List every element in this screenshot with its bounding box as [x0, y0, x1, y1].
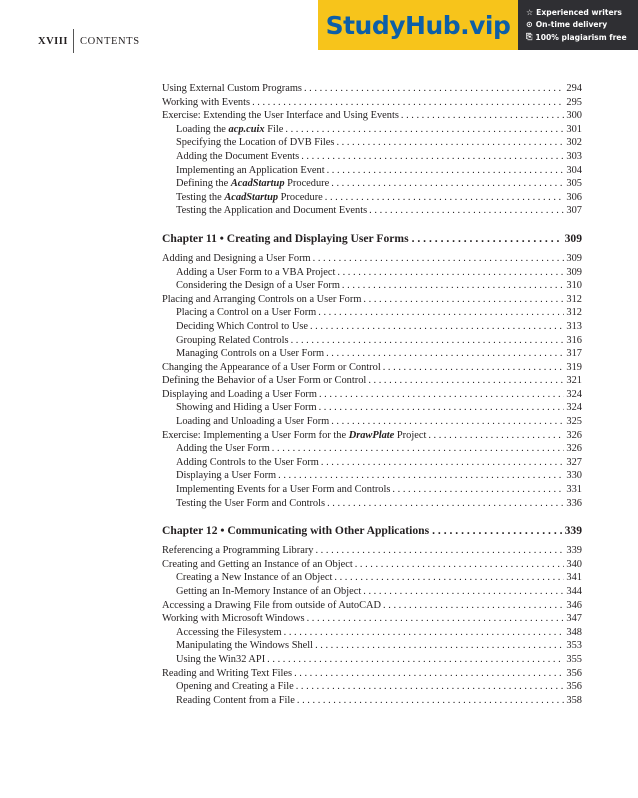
toc-entry-title: Implementing an Application Event [176, 164, 325, 176]
toc-entry-title: Using the Win32 API [176, 653, 266, 665]
toc-entry[interactable] [162, 320, 582, 334]
toc-entry-page: 348 [566, 626, 582, 638]
leader-dots [327, 497, 564, 511]
toc-entry-page: 341 [566, 572, 582, 584]
leader-dots [291, 334, 565, 348]
toc-group [162, 252, 582, 510]
toc-entry-page: 310 [566, 280, 582, 292]
toc-group [162, 544, 582, 707]
toc-entry-page: 306 [566, 191, 582, 203]
toc-entry[interactable] [162, 374, 582, 388]
toc-entry[interactable] [162, 96, 582, 110]
chapter-title: Chapter 11 • Creating and Displaying User Forms [162, 231, 409, 245]
toc-entry[interactable] [162, 456, 582, 470]
toc-entry-page: 312 [566, 293, 582, 305]
toc-entry-title: Opening and Creating a File [176, 681, 294, 693]
toc-entry[interactable] [162, 571, 582, 585]
toc-entry[interactable] [162, 136, 582, 150]
toc-entry-title: Displaying and Loading a User Form [162, 388, 317, 400]
toc-entry-title: Showing and Hiding a User Form [176, 402, 317, 414]
clock-icon: ⊙ [526, 20, 533, 29]
toc-entry[interactable] [162, 293, 582, 307]
leader-dots [310, 320, 564, 334]
toc-entry-page: 295 [566, 96, 582, 108]
leader-dots [307, 612, 565, 626]
leader-dots [368, 374, 564, 388]
toc-entry[interactable] [162, 388, 582, 402]
toc-entry[interactable] [162, 361, 582, 375]
toc-entry-page: 309 [566, 252, 582, 264]
leader-dots [285, 123, 564, 137]
leader-dots [326, 347, 564, 361]
toc-entry-page: 326 [566, 443, 582, 455]
toc-entry-title: Adding and Designing a User Form [162, 252, 311, 264]
toc-entry-page: 326 [566, 429, 582, 441]
toc-entry-title: Implementing Events for a User Form and Controls [176, 484, 391, 496]
toc-entry[interactable] [162, 164, 582, 178]
toc-entry-page: 316 [566, 334, 582, 346]
page-number: XVIII [38, 36, 68, 47]
toc-entry-title: Manipulating the Windows Shell [176, 640, 314, 652]
toc-entry-page: 358 [566, 694, 582, 706]
perk-item [526, 20, 638, 29]
toc-entry-page: 339 [566, 545, 582, 557]
toc-entry[interactable] [162, 415, 582, 429]
toc-entry-page: 340 [566, 558, 582, 570]
toc-entry-title: Working with Events [162, 96, 251, 108]
toc-entry[interactable] [162, 639, 582, 653]
toc-entry-title: Testing the Application and Document Events [176, 205, 368, 217]
toc-entry-title: Displaying a User Form [176, 470, 277, 482]
toc-entry-page: 317 [566, 348, 582, 360]
toc-entry-page: 344 [566, 586, 582, 597]
leader-dots [297, 694, 565, 708]
toc-entry-title: Creating a New Instance of an Object [176, 572, 333, 584]
toc-entry-title: Exercise: Extending the User Interface and Using Events [162, 110, 399, 122]
toc-entry-title: Loading and Unloading a User Form [176, 416, 330, 428]
toc-entry-page: 312 [566, 307, 582, 319]
leader-dots [278, 469, 564, 483]
leader-dots [252, 96, 564, 110]
toc-entry[interactable] [162, 123, 582, 137]
toc-entry-page: 327 [566, 456, 582, 468]
doc-icon: ⎘ [526, 32, 533, 41]
toc-entry-title: Placing and Arranging Controls on a User Form [162, 293, 362, 305]
leader-dots [337, 266, 564, 280]
toc-entry[interactable] [162, 694, 582, 708]
toc-entry[interactable] [162, 680, 582, 694]
chapter-heading[interactable] [162, 230, 582, 248]
toc-entry-title: Adding the Document Events [176, 150, 300, 162]
toc-entry-page: 302 [566, 137, 582, 149]
toc-entry-title: Reading and Writing Text Files [162, 667, 293, 679]
toc-entry-page: 324 [566, 402, 582, 414]
toc-entry[interactable] [162, 347, 582, 361]
leader-dots [392, 483, 564, 497]
toc-entry-title: Testing the AcadStartup Procedure [176, 191, 323, 203]
ad-banner[interactable] [318, 0, 638, 50]
toc-entry-page: 294 [566, 83, 582, 94]
toc-entry-title: Reading Content from a File [176, 694, 295, 706]
leader-dots [428, 429, 564, 443]
toc-entry[interactable] [162, 109, 582, 123]
header-divider [73, 29, 74, 53]
toc-entry-page: 300 [566, 110, 582, 122]
leader-dots [304, 82, 564, 96]
toc-entry-title: Accessing the Filesystem [176, 626, 282, 638]
toc-entry-title: Getting an In-Memory Instance of an Object [176, 586, 362, 597]
leader-dots [318, 306, 564, 320]
toc-entry[interactable] [162, 585, 582, 599]
toc-entry-page: 353 [566, 640, 582, 652]
toc-entry[interactable] [162, 653, 582, 667]
leader-dots [272, 442, 565, 456]
leader-dots [334, 571, 564, 585]
leader-dots [355, 558, 565, 572]
leader-dots [363, 293, 564, 307]
toc-entry-page: 355 [566, 653, 582, 665]
leader-dots [383, 599, 564, 613]
toc-entry-title: Specifying the Location of DVB Files [176, 137, 335, 149]
section-label: CONTENTS [80, 36, 140, 47]
perk-text: 100% plagiarism free [535, 32, 627, 42]
toc-entry[interactable] [162, 204, 582, 218]
chapter-title: Chapter 12 • Communicating with Other Applications [162, 524, 430, 538]
chapter-heading[interactable] [162, 522, 582, 540]
toc-entry-title: Using External Custom Programs [162, 83, 302, 94]
leader-dots [412, 230, 562, 248]
toc-entry-title: Adding the User Form [176, 443, 270, 455]
toc-entry[interactable] [162, 667, 582, 681]
leader-dots [321, 456, 565, 470]
toc-entry-page: 301 [566, 123, 582, 135]
leader-dots [342, 279, 564, 293]
toc-entry-page: 336 [566, 497, 582, 509]
toc-entry-title: Managing Controls on a User Form [176, 348, 325, 360]
toc-entry-page: 347 [566, 613, 582, 625]
leader-dots [315, 544, 564, 558]
toc-entry-page: 325 [566, 416, 582, 428]
leader-dots [296, 680, 565, 694]
toc-entry-title: Changing the Appearance of a User Form or Control [162, 361, 381, 373]
toc-entry-page: 319 [566, 361, 582, 373]
leader-dots [401, 109, 565, 123]
leader-dots [331, 177, 564, 191]
leader-dots [301, 150, 564, 164]
toc-entry[interactable] [162, 429, 582, 443]
toc-entry-page: 324 [566, 388, 582, 400]
toc-entry-title: Deciding Which Control to Use [176, 320, 308, 332]
toc-entry-title: Loading the acp.cuix File [176, 123, 284, 135]
toc-entry-page: 307 [566, 205, 582, 217]
toc-entry[interactable] [162, 469, 582, 483]
toc-entry-title: Defining the AcadStartup Procedure [176, 178, 330, 190]
toc-group [162, 82, 582, 218]
toc-entry-title: Considering the Design of a User Form [176, 280, 340, 292]
toc-entry-title: Accessing a Drawing File from outside of AutoCAD [162, 599, 382, 611]
toc-entry[interactable] [162, 334, 582, 348]
perk-text: On-time delivery [535, 20, 608, 29]
toc-entry-page: 309 [566, 266, 582, 278]
toc-entry[interactable] [162, 626, 582, 640]
toc-entry[interactable] [162, 150, 582, 164]
leader-dots [319, 401, 565, 415]
perk-text: Experienced writers [536, 8, 622, 17]
toc-entry[interactable] [162, 191, 582, 205]
leader-dots [331, 415, 564, 429]
toc-entry[interactable] [162, 558, 582, 572]
toc-entry[interactable] [162, 599, 582, 613]
toc-entry-page: 356 [566, 667, 582, 679]
toc-entry-page: 313 [566, 320, 582, 332]
toc-entry[interactable] [162, 401, 582, 415]
leader-dots [313, 252, 565, 266]
chapter-page: 309 [564, 231, 582, 245]
brand-logo[interactable]: StudyHub.vip [318, 0, 518, 50]
toc-entry[interactable] [162, 279, 582, 293]
toc-entry-title: Defining the Behavior of a User Form or Control [162, 375, 367, 387]
toc-entry-title: Exercise: Implementing a User Form for the DrawPlate Project [162, 429, 427, 441]
toc-entry-page: 330 [566, 470, 582, 482]
leader-dots [319, 388, 564, 402]
chapter-page: 339 [564, 524, 582, 538]
leader-dots [315, 639, 564, 653]
toc-entry-page: 305 [566, 178, 582, 190]
toc-entry[interactable] [162, 544, 582, 558]
toc-entry-title: Referencing a Programming Library [162, 545, 314, 557]
toc-entry-title: Placing a Control on a User Form [176, 307, 317, 319]
toc-entry-title: Grouping Related Controls [176, 334, 289, 346]
table-of-contents [162, 82, 582, 707]
toc-entry-page: 346 [566, 599, 582, 611]
leader-dots [267, 653, 564, 667]
toc-entry[interactable] [162, 483, 582, 497]
toc-entry[interactable] [162, 612, 582, 626]
toc-entry-page: 304 [566, 164, 582, 176]
toc-entry-page: 331 [566, 484, 582, 496]
leader-dots [325, 191, 565, 205]
leader-dots [369, 204, 564, 218]
toc-entry[interactable] [162, 266, 582, 280]
toc-entry[interactable] [162, 306, 582, 320]
toc-entry[interactable] [162, 442, 582, 456]
toc-entry-page: 303 [566, 150, 582, 162]
toc-entry-title: Adding a User Form to a VBA Project [176, 266, 336, 278]
toc-entry-title: Creating and Getting an Instance of an Object [162, 558, 353, 570]
leader-dots [294, 667, 564, 681]
toc-entry-title: Adding Controls to the User Form [176, 456, 319, 468]
leader-dots [336, 136, 564, 150]
star-icon: ☆ [526, 8, 534, 17]
perk-item [526, 32, 638, 42]
toc-entry[interactable] [162, 177, 582, 191]
toc-entry-page: 356 [566, 681, 582, 693]
toc-entry-page: 321 [566, 375, 582, 387]
perks-list [518, 0, 638, 50]
toc-entry[interactable] [162, 252, 582, 266]
toc-entry-title: Testing the User Form and Controls [176, 497, 326, 509]
leader-dots [432, 522, 562, 540]
toc-entry[interactable] [162, 497, 582, 511]
leader-dots [327, 164, 565, 178]
perk-item [526, 8, 638, 17]
leader-dots [284, 626, 565, 640]
leader-dots [383, 361, 565, 375]
toc-entry-title: Working with Microsoft Windows [162, 613, 305, 625]
toc-entry[interactable] [162, 82, 582, 96]
leader-dots [363, 585, 564, 599]
